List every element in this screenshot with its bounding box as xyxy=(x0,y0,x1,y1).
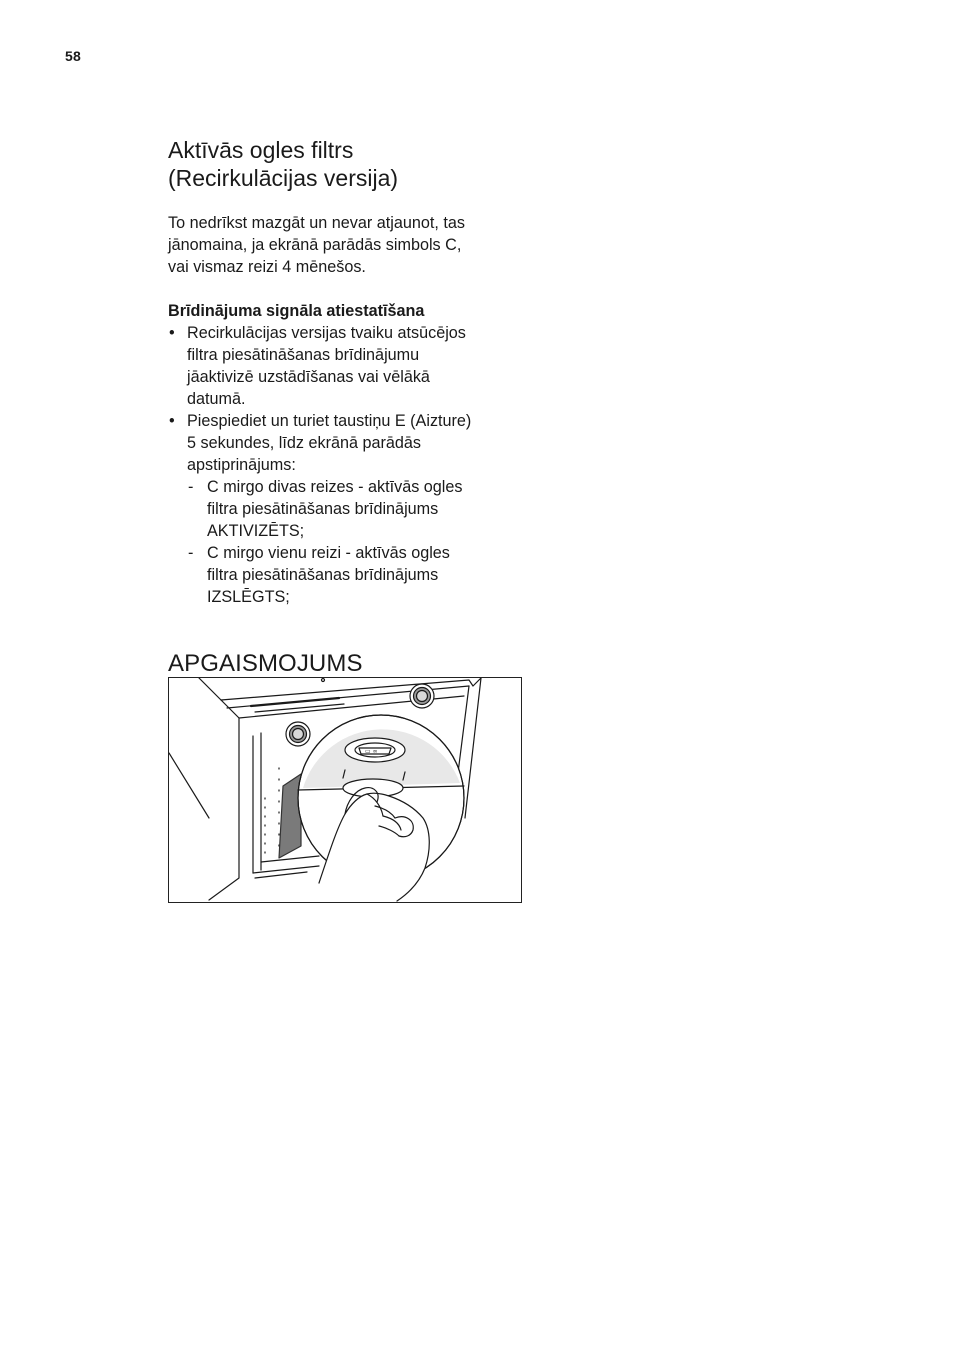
dash-list xyxy=(187,476,528,608)
text-line: apstiprinājums: xyxy=(187,456,296,474)
lamp-replacement-figure xyxy=(168,677,522,903)
text-line: • Recirkulācijas versijas tvaiku atsūcējos xyxy=(187,324,466,342)
text-line: jāaktivizē uzstādīšanas vai vēlākā xyxy=(187,368,430,386)
text-line: filtra piesātināšanas brīdinājums xyxy=(207,500,439,518)
intro-paragraph xyxy=(168,212,528,278)
text-line: To nedrīkst mazgāt un nevar atjaunot, tas xyxy=(168,214,465,232)
text-line: filtra piesātināšanas brīdinājumu xyxy=(187,346,420,364)
text-line: datumā. xyxy=(187,390,246,408)
carbon-filter-section xyxy=(168,136,528,608)
title-line: Aktīvās ogles filtrs xyxy=(168,137,354,163)
svg-text:▭ ∞: ▭ ∞ xyxy=(365,748,378,755)
text-line: • Piespiediet un turiet taustiņu E (Aizture) xyxy=(187,412,472,430)
bullet-item xyxy=(168,410,528,608)
lamp-replacement-illustration-icon xyxy=(169,678,521,902)
bullet-list xyxy=(168,322,528,608)
text-line: 5 sekundes, līdz ekrānā parādās xyxy=(187,434,421,452)
text-line: - C mirgo divas reizes - aktīvās ogles xyxy=(207,478,463,496)
text-line: vai vismaz reizi 4 mēnešos. xyxy=(168,258,366,276)
subheading-warning-reset: Brīdinājuma signāla atiestatīšana xyxy=(168,302,425,320)
bullet-item xyxy=(168,322,528,410)
text-line: - C mirgo vienu reizi - aktīvās ogles xyxy=(207,544,450,562)
dash-item xyxy=(187,476,528,542)
dash-item xyxy=(187,542,528,608)
text-line: AKTIVIZĒTS; xyxy=(207,522,305,540)
section-title-carbon-filter xyxy=(168,136,528,192)
text-line: filtra piesātināšanas brīdinājums xyxy=(207,566,439,584)
section-title-lighting: APGAISMOJUMS xyxy=(168,650,363,677)
text-line: jānomaina, ja ekrānā parādās simbols C, xyxy=(168,236,462,254)
text-line: IZSLĒGTS; xyxy=(207,588,290,606)
page-number: 58 xyxy=(65,48,81,64)
title-line: (Recirkulācijas versija) xyxy=(168,165,399,191)
